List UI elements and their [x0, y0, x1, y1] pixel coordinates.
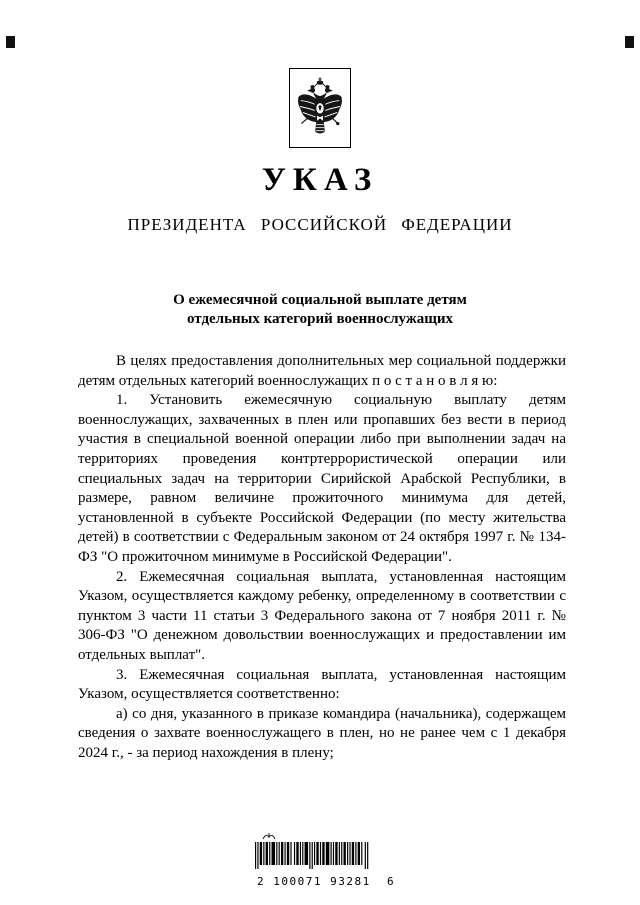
paragraph-point-2: 2. Ежемесячная социальная выплата, установленная настоящим Указом, осуществляется каждому ребенку, определенному в соответствии с пунктом 3 части 11 статьи 3 Федерального закона от 7 ноября 2011 г. № 306-ФЗ "О денежном довольствии военнослужащих и предоставлении им отдельных выплат". [78, 568, 566, 663]
paragraph-point-3: 3. Ежемесячная социальная выплата, установленная настоящим Указом, осуществляется соответственно: [78, 666, 566, 703]
doc-subject-title [0, 291, 640, 329]
doc-subject-line2: отдельных категорий военнослужащих [186, 311, 454, 327]
barcode-icon [255, 842, 373, 869]
doc-body [78, 352, 566, 763]
mini-emblem-icon [261, 832, 277, 841]
barcode-number: 2 100071 93281 6 [257, 875, 396, 888]
registration-mark-left [6, 36, 15, 48]
paragraph-point-3a: а) со дня, указанного в приказе командира (начальника), содержащем сведения о захвате военнослужащего в плен, но не ранее чем с 1 декабря 2024 г., - за период нахождения в плену; [78, 705, 566, 761]
coat-of-arms-box [289, 68, 351, 148]
coat-of-arms-icon [294, 75, 346, 141]
doc-subject-line1: О ежемесячной социальной выплате детям [173, 292, 467, 308]
registration-mark-right [625, 36, 634, 48]
doc-issuer: ПРЕЗИДЕНТА РОССИЙСКОЙ ФЕДЕРАЦИИ [127, 215, 513, 234]
paragraph-preamble: В целях предоставления дополнительных мер социальной поддержки детям отдельных категорий военнослужащих п о с т а н о в л я ю: [78, 353, 566, 389]
barcode-block [255, 832, 396, 888]
doc-type-title: УКАЗ [261, 162, 379, 198]
paragraph-point-1: 1. Установить ежемесячную социальную выплату детям военнослужащих, захваченных в плен или пропавших без вести в период участия в специальной военной операции либо при выполнении задач на территориях проведения контртеррористической операции или специальных задач на территории Сирийской Арабской Республики, в размере, равном величине прожиточного минимума для детей, установленной в субъекте Российской Федерации (по месту жительства детей) в соответствии с Федеральным законом от 24 октября 1997 г. № 134-ФЗ "О прожиточном минимуме в Российской Федерации". [78, 392, 566, 565]
